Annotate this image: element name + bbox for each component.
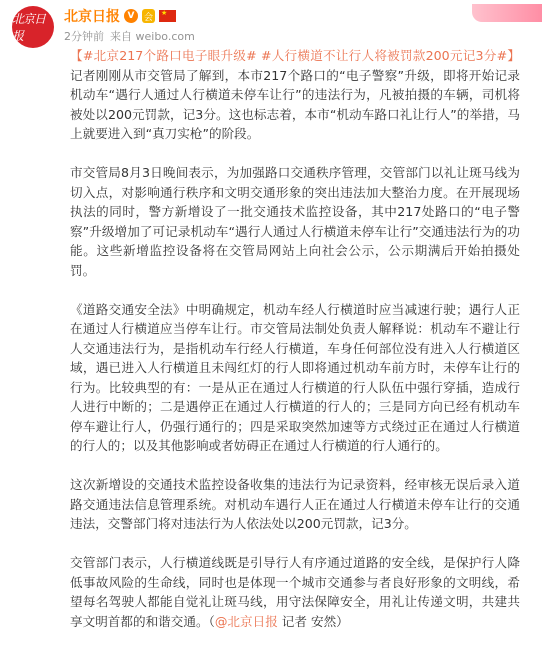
paragraph-2: 市交管局8月3日晚间表示，为加强路口交通秩序管理，交管部门以礼让斑马线为切入点，对影响通行秩序和文明交通形象的突出违法加大整治力度。在开展现场执法的同时，警方新增设了一批交通技术监控设备，其中217处路口的“电子警察”升级增加了可记录机动车“遇行人通过人行横道未停车让行”交通违法行为的功能。这些新增监控设备将在交管局网站上向社会公示，公示期满后开始拍摄处罚。 bbox=[70, 165, 520, 278]
paragraph-text: 记者刚刚从市交管局了解到，本市217个路口的“电子警察”升级，即将开始记录机动车“遇行人通过人行横道未停车让行”的违法行为，凡被拍摄的车辆，司机将被处以200元罚款，记3分。这也标志着，本市“机动车路口礼让行人”的举措，马上就要进入到“真刀实枪”的阶段。 bbox=[70, 67, 520, 141]
paragraph-5 bbox=[70, 553, 520, 631]
avatar[interactable] bbox=[12, 6, 54, 48]
post-source: 来自 weibo.com bbox=[110, 30, 195, 43]
paragraph-text: 记者 安然） bbox=[277, 613, 349, 629]
mention-link[interactable]: @北京日报 bbox=[214, 613, 278, 629]
paragraph-3: 《道路交通安全法》中明确规定，机动车经人行横道时应当减速行驶；遇行人正在通过人行横道应当停车让行。市交管局法制处负责人解释说：机动车不避让行人交通违法行为，是指机动车行经人行横道，车身任何部位没有进入人行横道区域，遇已进入人行横道且未闯红灯的行人即将通过机动车前方时，未停车让行的行为。比较典型的有：一是从正在通过人行横道的行人队伍中强行穿插，造成行人进行中断的；二是遇停正在通过人行横道的行人的；三是同方向已经有机动车停车避让行人，仍强行通行的；四是采取突然加速等方式绕过正在通过人行横道的行人的；以及其他影响或者妨碍正在通过人行横道的行人通行的。 bbox=[70, 301, 520, 453]
china-flag-icon bbox=[159, 10, 176, 22]
paragraph-1 bbox=[70, 46, 520, 144]
post-content bbox=[70, 46, 520, 651]
name-row bbox=[64, 6, 176, 26]
member-icon: 会 bbox=[142, 9, 155, 23]
post-time[interactable]: 2分钟前 bbox=[64, 30, 104, 43]
paragraph-text: 交管部门表示，人行横道线既是引导行人有序通过道路的安全线，是保护行人降低事故风险的生命线，同时也是体现一个城市交通参与者良好形象的文明线，希望每名驾驶人都能自觉礼让斑马线，用守法保障安全，用礼让传递文明，共建共享文明首都的和谐交通。（ bbox=[70, 555, 520, 629]
paragraph-4: 这次新增设的交通技术监控设备收集的违法行为记录资料，经审核无误后录入道路交通违法信息管理系统。对机动车遇行人正在通过人行横道未停车让行的交通违法，交警部门将对违法行为人依法处以200元罚款，记3分。 bbox=[70, 477, 520, 531]
post-header bbox=[12, 4, 542, 44]
hashtag-link[interactable]: #人行横道不让行人将被罚款200元记3分#】 bbox=[260, 48, 520, 63]
avatar-text: 北京日报 bbox=[12, 12, 46, 43]
post-meta bbox=[64, 28, 201, 44]
corner-badge bbox=[472, 4, 542, 22]
user-name[interactable]: 北京日报 bbox=[64, 9, 120, 25]
vip-verified-icon: V bbox=[124, 9, 138, 23]
hashtag-link[interactable]: 【#北京217个路口电子眼升级# bbox=[70, 48, 257, 63]
